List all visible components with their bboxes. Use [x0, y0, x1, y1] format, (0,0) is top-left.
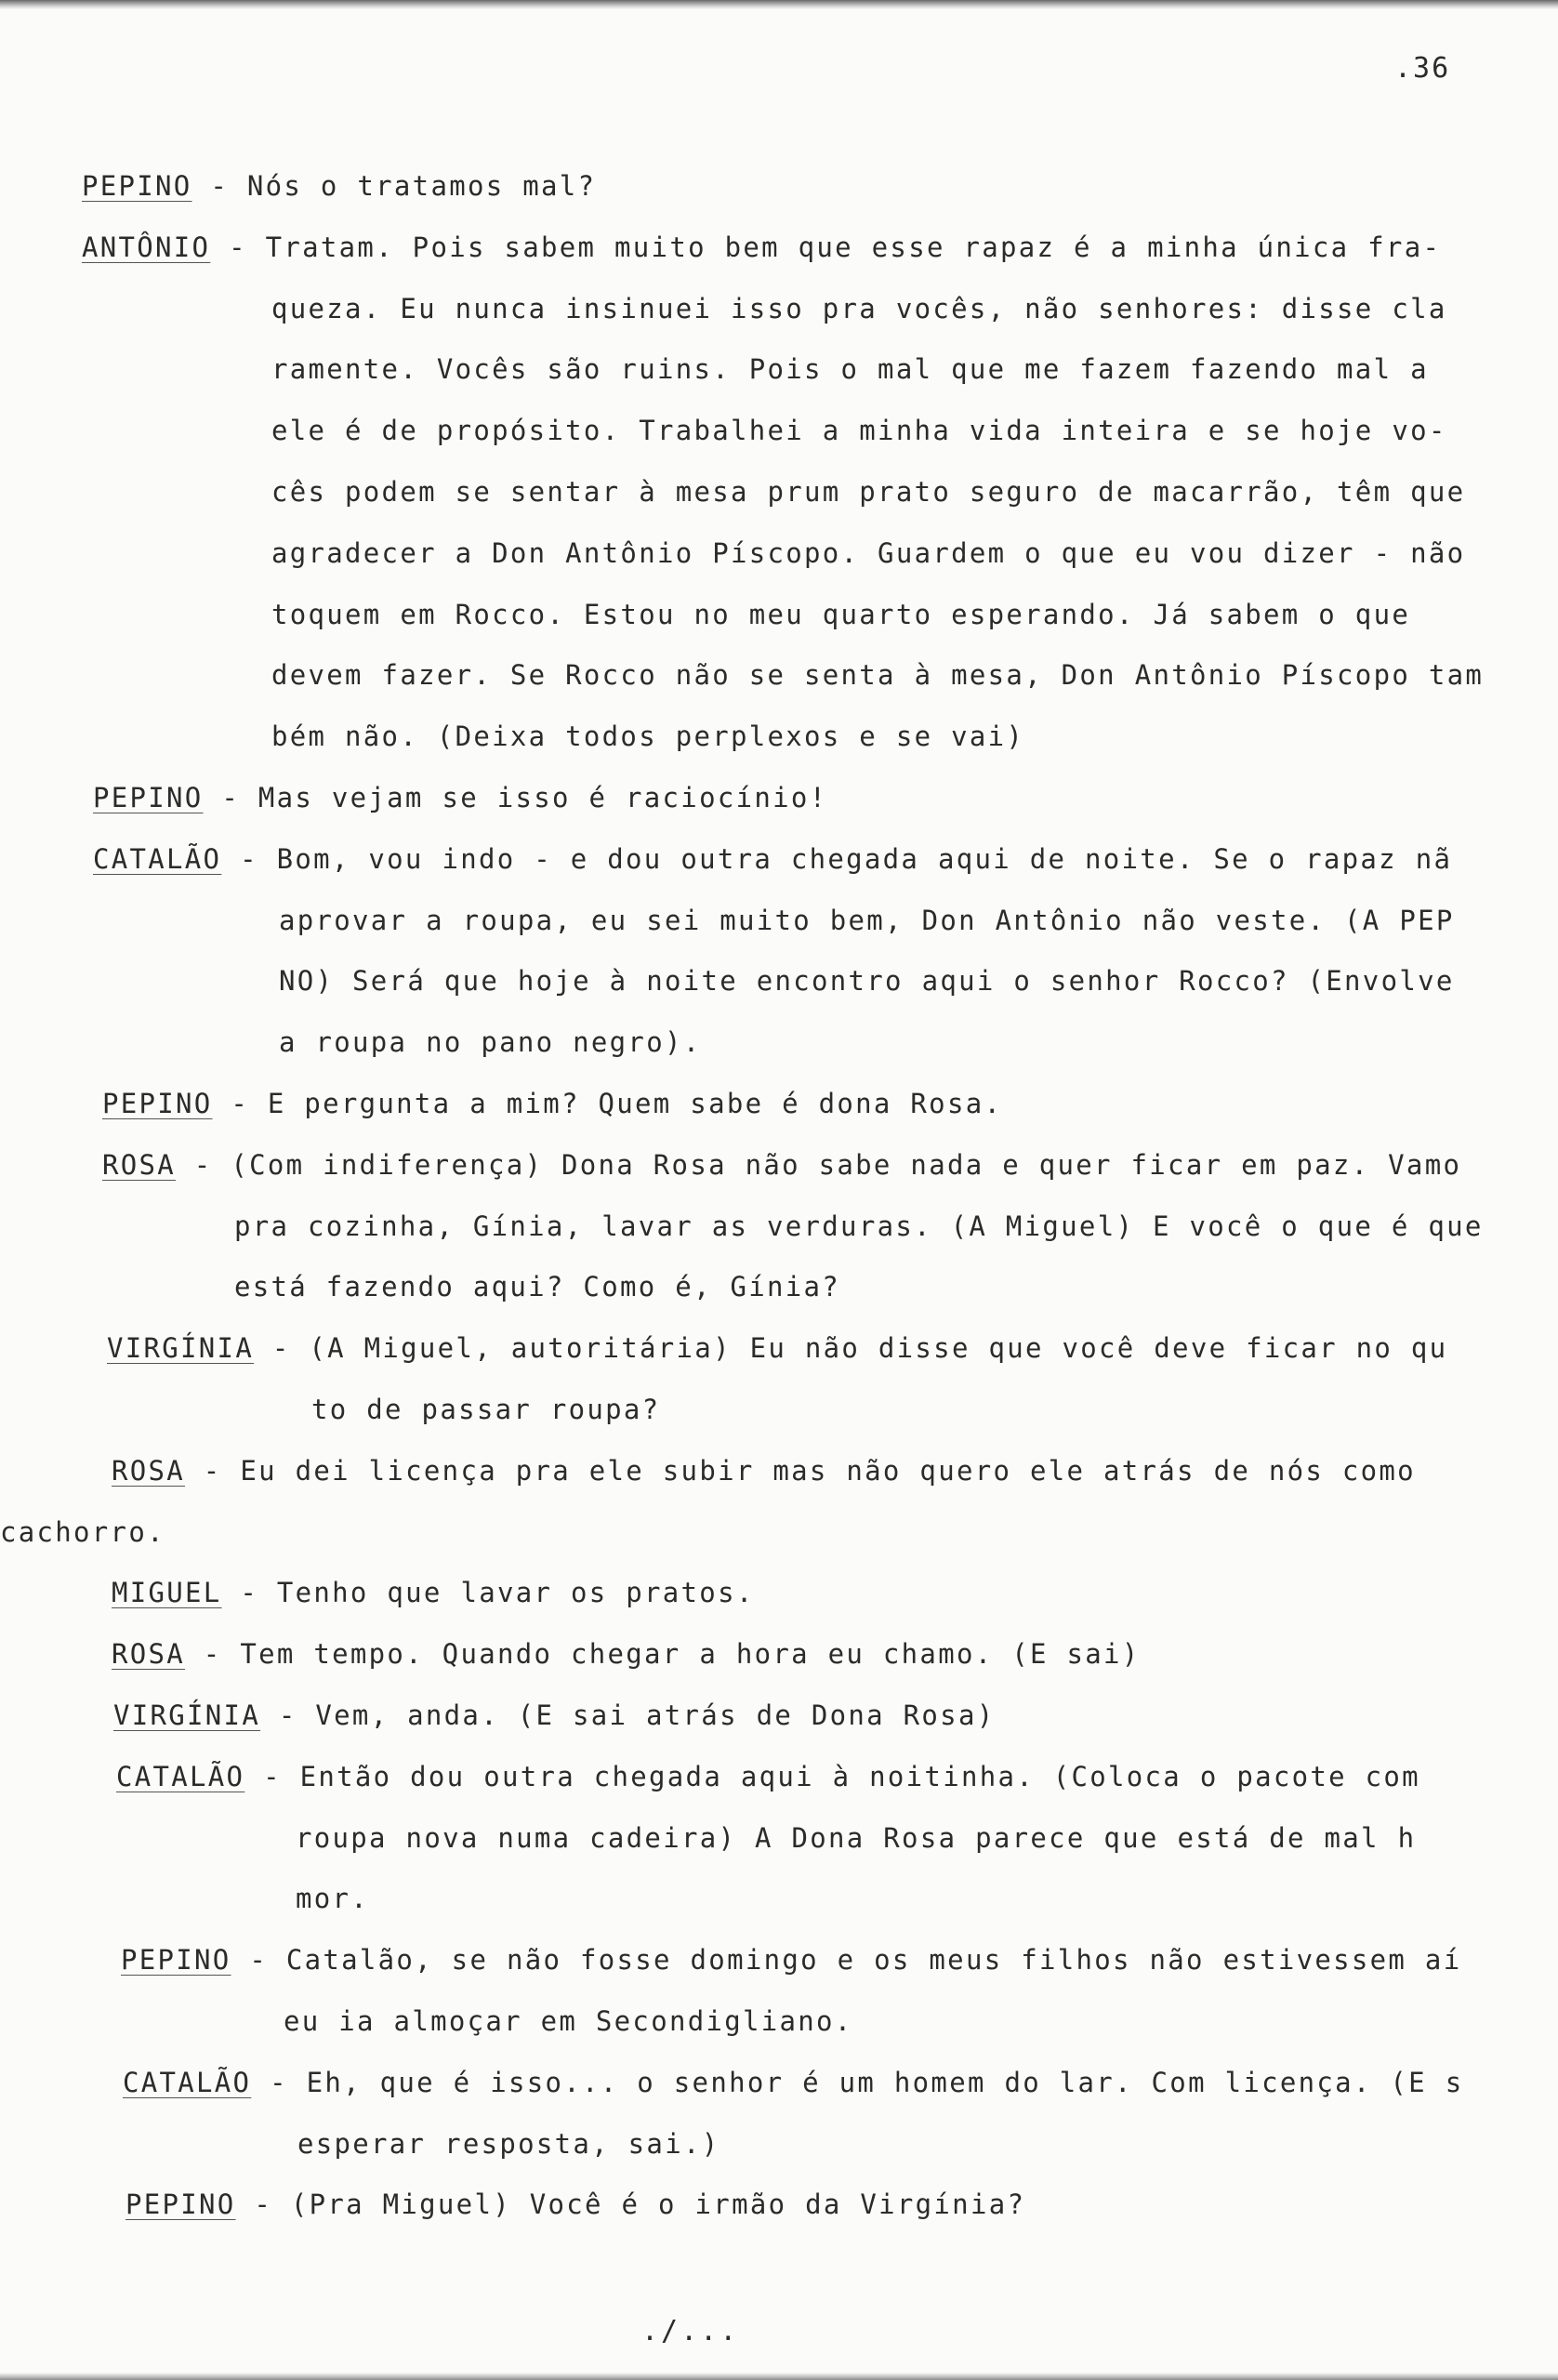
dialogue-line: ROSA - Eu dei licença pra ele subir mas não quero ele atrás de nós como — [112, 1455, 1416, 1487]
speaker-name: PEPINO — [125, 2188, 236, 2220]
dialogue-continuation: está fazendo aqui? Como é, Gínia? — [234, 1271, 841, 1302]
dialogue-line: ROSA - (Com indiferença) Dona Rosa não sabe nada e quer ficar em paz. Vamo — [102, 1149, 1462, 1181]
dialogue-text: Então dou outra chegada aqui à noitinha. (Coloca o pacote com — [299, 1761, 1420, 1792]
speaker-name: CATALÃO — [123, 2067, 252, 2098]
speaker-name: ROSA — [102, 1149, 177, 1181]
scan-bottom-edge — [0, 2373, 1558, 2380]
speaker-name: MIGUEL — [112, 1577, 222, 1608]
speaker-name: VIRGÍNIA — [113, 1699, 261, 1731]
dialogue-line: ANTÔNIO - Tratam. Pois sabem muito bem que esse rapaz é a minha única fra- — [82, 231, 1442, 263]
dialogue-continuation: aprovar a roupa, eu sei muito bem, Don Antônio não veste. (A PEP — [279, 905, 1455, 936]
dialogue-line: VIRGÍNIA - (A Miguel, autoritária) Eu não disse que você deve ficar no qu — [107, 1332, 1448, 1364]
dialogue-text: (Pra Miguel) Você é o irmão da Virgínia? — [290, 2188, 1026, 2220]
dialogue-continuation: agradecer a Don Antônio Píscopo. Guardem o que eu vou dizer - não — [271, 537, 1466, 569]
scan-top-edge — [0, 0, 1558, 9]
speaker-name: PEPINO — [121, 1944, 231, 1976]
dialogue-line: ROSA - Tem tempo. Quando chegar a hora eu chamo. (E sai) — [112, 1638, 1141, 1670]
dialogue-continuation: pra cozinha, Gínia, lavar as verduras. (A Miguel) E você o que é que — [234, 1210, 1484, 1242]
dialogue-text: Tem tempo. Quando chegar a hora eu chamo. (E sai) — [240, 1638, 1141, 1670]
speaker-name: PEPINO — [102, 1088, 213, 1119]
dialogue-line: PEPINO - Mas vejam se isso é raciocínio! — [93, 782, 828, 813]
dialogue-continuation: ele é de propósito. Trabalhei a minha vida inteira e se hoje vo- — [271, 415, 1447, 446]
dialogue-line: CATALÃO - Bom, vou indo - e dou outra chegada aqui de noite. Se o rapaz nã — [93, 843, 1453, 875]
dialogue-continuation: bém não. (Deixa todos perplexos e se vai) — [271, 721, 1025, 752]
dialogue-text: Eh, que é isso... o senhor é um homem do lar. Com licença. (E s — [306, 2067, 1464, 2098]
page-number: .36 — [1394, 52, 1451, 85]
dialogue-continuation: queza. Eu nunca insinuei isso pra vocês, não senhores: disse cla — [271, 293, 1447, 324]
dialogue-text: Nós o tratamos mal? — [246, 170, 597, 202]
dialogue-text: Mas vejam se isso é raciocínio! — [257, 782, 828, 813]
dialogue-text: Vem, anda. (E sai atrás de Dona Rosa) — [315, 1699, 996, 1731]
dialogue-text: E pergunta a mim? Quem sabe é dona Rosa. — [267, 1088, 1003, 1119]
dialogue-continuation: toquem em Rocco. Estou no meu quarto esperando. Já sabem o que — [271, 599, 1411, 630]
dialogue-text: (A Miguel, autoritária) Eu não disse que você deve ficar no qu — [309, 1332, 1448, 1364]
dialogue-line: PEPINO - E pergunta a mim? Quem sabe é dona Rosa. — [102, 1088, 1003, 1119]
dialogue-line: MIGUEL - Tenho que lavar os pratos. — [112, 1577, 755, 1608]
speaker-name: ROSA — [112, 1638, 186, 1670]
dialogue-text: Catalão, se não fosse domingo e os meus filhos não estivessem aí — [285, 1944, 1462, 1976]
speaker-name: ANTÔNIO — [82, 231, 211, 263]
dialogue-continuation: mor. — [296, 1883, 370, 1914]
dialogue-line: CATALÃO - Eh, que é isso... o senhor é um homem do lar. Com licença. (E s — [123, 2067, 1464, 2098]
speaker-name: PEPINO — [93, 782, 204, 813]
speaker-name: ROSA — [112, 1455, 186, 1487]
dialogue-continuation: a roupa no pano negro). — [279, 1026, 702, 1058]
dialogue-line: VIRGÍNIA - Vem, anda. (E sai atrás de Dona Rosa) — [113, 1699, 996, 1731]
speaker-name: VIRGÍNIA — [107, 1332, 255, 1364]
dialogue-line: PEPINO - Nós o tratamos mal? — [82, 170, 597, 202]
dialogue-text: Bom, vou indo - e dou outra chegada aqui de noite. Se o rapaz nã — [276, 843, 1453, 875]
dialogue-continuation: eu ia almoçar em Secondigliano. — [284, 2005, 853, 2037]
dialogue-continuation: NO) Será que hoje à noite encontro aqui o senhor Rocco? (Envolve — [279, 965, 1455, 997]
dialogue-text: Eu dei licença pra ele subir mas não quero ele atrás de nós como — [240, 1455, 1416, 1487]
dialogue-text: (Com indiferença) Dona Rosa não sabe nada e quer ficar em paz. Vamo — [231, 1149, 1462, 1181]
dialogue-text: Tenho que lavar os pratos. — [276, 1577, 755, 1608]
speaker-name: PEPINO — [82, 170, 192, 202]
dialogue-text: Tratam. Pois sabem muito bem que esse rapaz é a minha única fra- — [265, 231, 1442, 263]
dialogue-continuation: esperar resposta, sai.) — [297, 2128, 720, 2160]
dialogue-continuation: to de passar roupa? — [311, 1394, 661, 1425]
dialogue-continuation: cês podem se sentar à mesa prum prato seguro de macarrão, têm que — [271, 476, 1466, 508]
dialogue-continuation: roupa nova numa cadeira) A Dona Rosa parece que está de mal h — [296, 1822, 1417, 1854]
dialogue-continuation: devem fazer. Se Rocco não se senta à mesa, Don Antônio Píscopo tam — [271, 659, 1485, 691]
dialogue-continuation: ramente. Vocês são ruins. Pois o mal que me fazem fazendo mal a — [271, 353, 1429, 385]
speaker-name: CATALÃO — [93, 843, 222, 875]
speaker-name: CATALÃO — [116, 1761, 245, 1792]
continuation-marker: ./... — [641, 2315, 740, 2347]
dialogue-continuation: cachorro. — [0, 1516, 165, 1548]
dialogue-line: PEPINO - (Pra Miguel) Você é o irmão da Virgínia? — [125, 2188, 1026, 2220]
dialogue-line: PEPINO - Catalão, se não fosse domingo e os meus filhos não estivessem aí — [121, 1944, 1462, 1976]
dialogue-line: CATALÃO - Então dou outra chegada aqui à noitinha. (Coloca o pacote com — [116, 1761, 1420, 1792]
